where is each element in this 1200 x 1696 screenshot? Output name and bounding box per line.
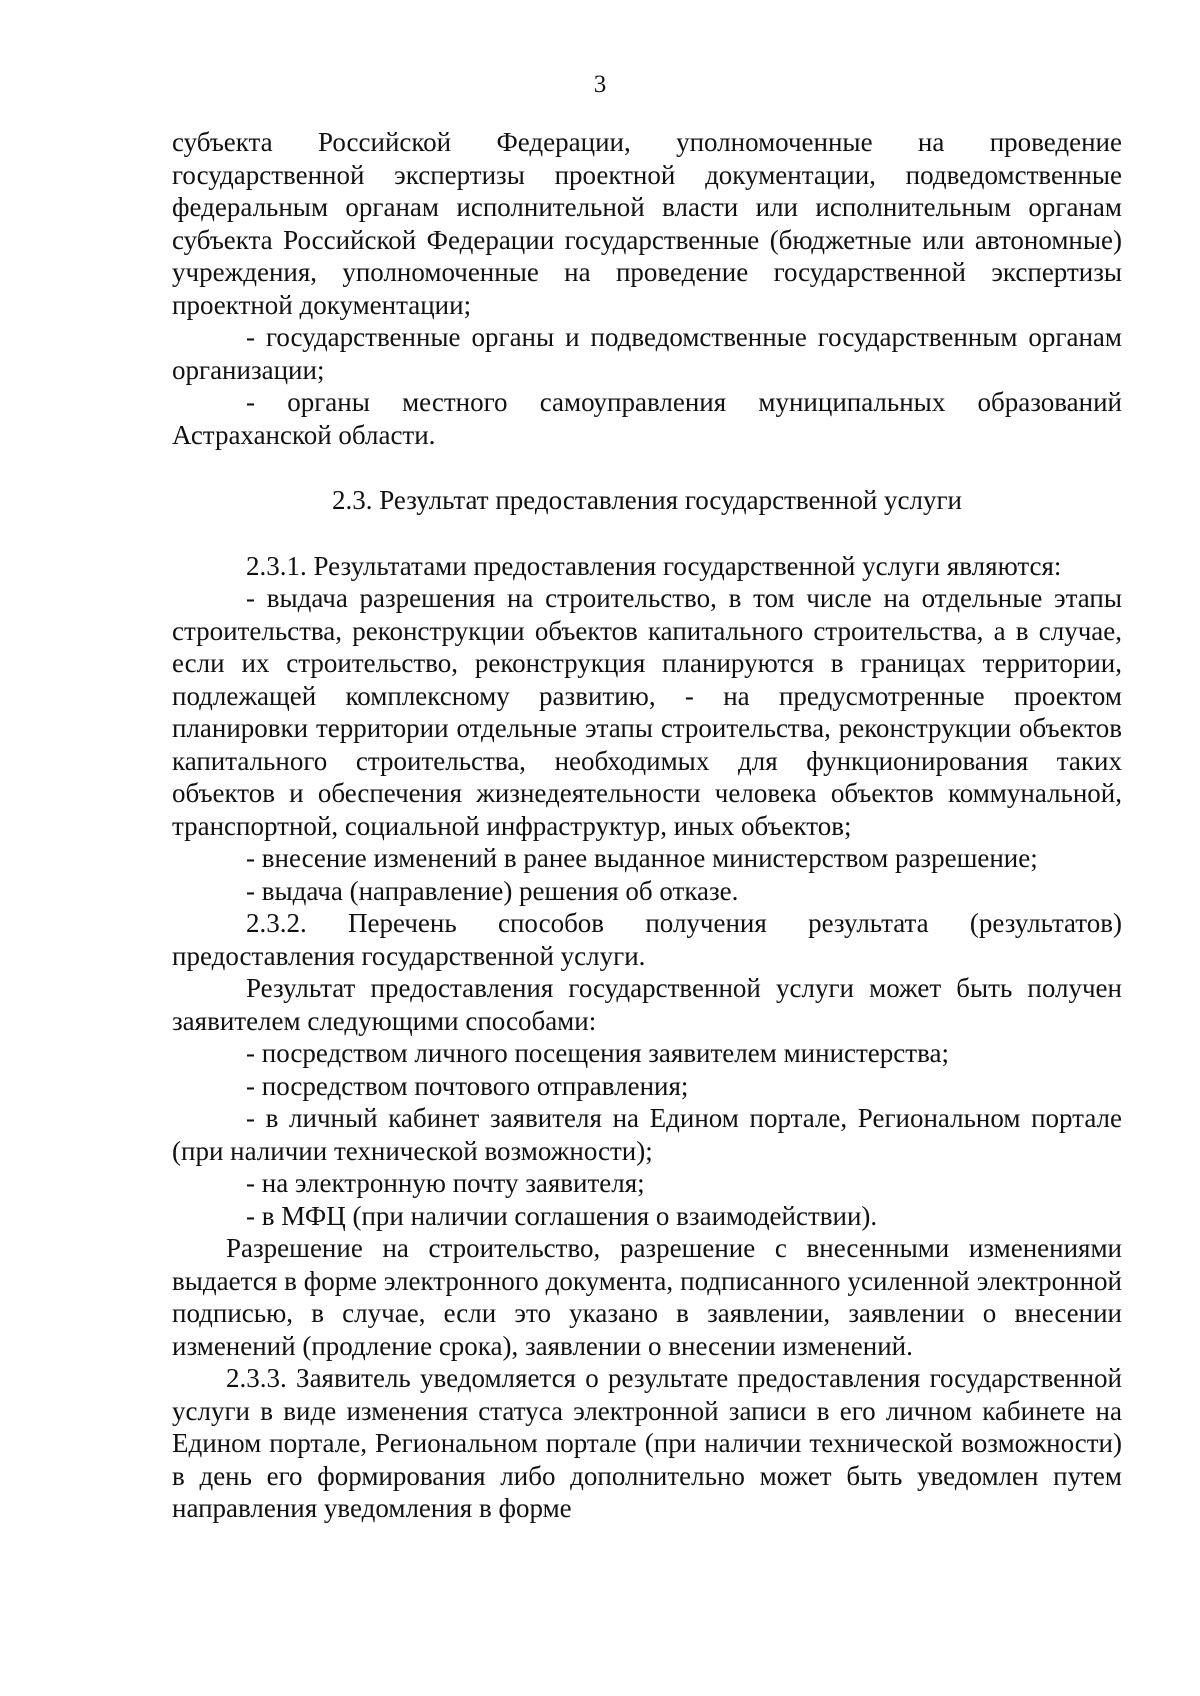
list-item-refusal: - выдача (направление) решения об отказе. — [246, 875, 739, 906]
document-body — [172, 126, 1122, 1525]
paragraph-result-methods: Результат предоставления государственной услуги может быть получен заявителем следующими способами: — [172, 973, 1122, 1036]
list-item-permit-changes: - внесение изменений в ранее выданное министерством разрешение; — [246, 843, 1038, 873]
list-item-mfc: - в МФЦ (при наличии соглашения о взаимодействии). — [246, 1200, 878, 1231]
list-item-local-government: - органы местного самоуправления муниципальных образований Астраханской области. — [172, 387, 1122, 450]
list-item-personal-visit: - посредством личного посещения заявителем министерства; — [246, 1038, 949, 1068]
list-item-portal-cabinet: - в личный кабинет заявителя на Едином портале, Региональном портале (при наличии технической возможности); — [172, 1103, 1122, 1166]
paragraph-electronic-document: Разрешение на строительство, разрешение с внесенными изменениями выдается в форме электронного документа, подписанного усиленной электронной подписью, в случае, если это указано в заявлении, заявлении о внесении изменений (продление срока), заявлении о внесении изменений. — [172, 1233, 1122, 1361]
list-item-permit-issue: - выдача разрешения на строительство, в том числе на отдельные этапы строительства, реконструкции объектов капитального строительства, а в случае, если их строительство, реконструкция планируются в границах территории, подлежащей комплексному развитию, - на предусмотренные проектом планировки территории отдельные этапы строительства, реконструкции объектов капитального строительства, необходимых для функционирования таких объектов и обеспечения жизнедеятельности человека объектов коммунальной, транспортной, социальной инфраструктур, иных объектов; — [172, 583, 1122, 841]
paragraph-2-3-1: 2.3.1. Результатами предоставления государственной услуги являются: — [246, 550, 1062, 581]
section-heading: 2.3. Результат предоставления государственной услуги — [331, 485, 963, 515]
paragraph-2-3-2: 2.3.2. Перечень способов получения результата (результатов) предоставления государственной услуги. — [172, 908, 1122, 971]
paragraph-authorities-continued: субъекта Российской Федерации, уполномоченные на проведение государственной экспертизы проектной документации, подведомственные федеральным органам исполнительной власти или исполнительным органам субъекта Российской Федерации государственные (бюджетные или автономные) учреждения, уполномоченные на проведение государственной экспертизы проектной документации; — [172, 127, 1122, 320]
page-number: 3 — [593, 71, 607, 98]
list-item-state-bodies: - государственные органы и подведомственные государственным органам организации; — [172, 322, 1122, 385]
list-item-postal: - посредством почтового отправления; — [246, 1070, 689, 1101]
paragraph-2-3-3: 2.3.3. Заявитель уведомляется о результате предоставления государственной услуги в виде изменения статуса электронной записи в его личном кабинете на Едином портале, Региональном портале (при наличии технической возможности) в день его формирования либо дополнительно может быть уведомлен путем направления уведомления в форме — [172, 1363, 1122, 1523]
list-item-email: - на электронную почту заявителя; — [246, 1168, 645, 1198]
